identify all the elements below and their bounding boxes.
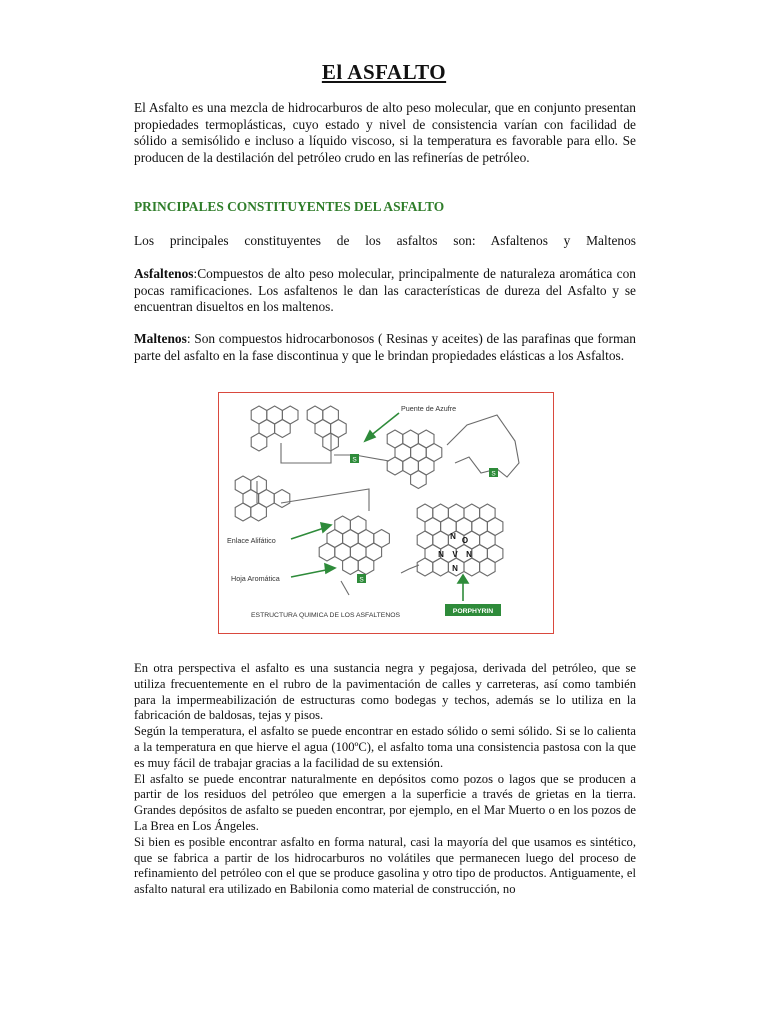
aromatic-ring bbox=[274, 490, 290, 508]
aromatic-ring bbox=[251, 433, 267, 451]
maltenos-term: Maltenos bbox=[134, 331, 187, 346]
document-title: El ASFALTO bbox=[321, 60, 447, 84]
porphyrin-label: PORPHYRIN bbox=[452, 608, 494, 615]
asfaltenos-text: :Compuestos de alto peso molecular, principalmente de naturaleza aromática con pocas ramificaciones. Los asfaltenos le dan las características de dureza del Asfalto y se encuentran disueltos en los maltenos. bbox=[134, 266, 636, 315]
body-text bbox=[134, 661, 636, 898]
aromatic-ring bbox=[251, 503, 267, 521]
label-sulfur-bridge: Puente de Azufre bbox=[401, 404, 457, 413]
aromatic-ring bbox=[387, 457, 403, 475]
aromatic-ring bbox=[464, 558, 480, 576]
section-heading: PRINCIPALES CONSTITUYENTES DEL ASFALTO bbox=[134, 199, 445, 214]
maltenos-text: : Son compuestos hidrocarbonosos ( Resinas y aceites) de las parafinas que forman parte del asfalto en la fase discontinua y que le brindan propiedades elásticas a los Asfaltos. bbox=[134, 331, 636, 363]
arrow-aliphatic-head bbox=[321, 523, 331, 532]
chain-to-center bbox=[281, 489, 369, 511]
aromatic-ring bbox=[411, 471, 427, 489]
aromatic-ring bbox=[275, 420, 291, 438]
chain-bridge bbox=[334, 455, 389, 461]
aromatic-ring bbox=[358, 557, 374, 575]
sulfur-label-2: S bbox=[491, 470, 496, 478]
aromatic-ring bbox=[433, 558, 449, 576]
arrow-porphyrin-head bbox=[458, 575, 468, 583]
arrow-bridge bbox=[369, 413, 399, 437]
paragraph-depositos: El asfalto se puede encontrar naturalmente en depósitos como pozos o lagos que se producen a partir de los residuos del petróleo que emergen a la superficie a través de grietas en la tierra. Grandes depósitos de asfalto se pueden encontrar, por ejemplo, en el Mar Muerto o en los pozos de La Brea en Los Ángeles. bbox=[134, 771, 636, 833]
asphaltene-structure-diagram bbox=[219, 393, 552, 632]
aromatic-ring bbox=[319, 543, 335, 561]
intro-paragraph: El Asfalto es una mezcla de hidrocarburos de alto peso molecular, que en conjunto presentan propiedades termoplásticas, cuyo estado y nivel de consistencia varían con facilidad de sólido a semisólido e incluso a líquido viscoso, si la temperatura es favorable para ello. Se producen de la destilación del petróleo crudo en las refinerías de petróleo. bbox=[134, 100, 636, 165]
figure-caption: ESTRUCTURA QUIMICA DE LOS ASFALTENOS bbox=[251, 612, 401, 619]
label-aliphatic-bond: Enlace Alifático bbox=[227, 536, 276, 545]
label-aromatic-sheet: Hoja Aromática bbox=[231, 574, 280, 583]
chain-center-right bbox=[401, 565, 419, 573]
maltenos-paragraph bbox=[134, 331, 636, 364]
asfaltenos-paragraph bbox=[134, 266, 636, 316]
paragraph-perspectiva: En otra perspectiva el asfalto es una sustancia negra y pegajosa, derivada del petróleo, que se utiliza frecuentemente en el rubro de la pavimentación de calles y carreteras, así como también para la impermeabilización de estructuras como bodegas y techos, además se lo utiliza en la fabricación de baldosas, tejas y pisos. bbox=[134, 661, 636, 723]
atom-n-right: N bbox=[466, 550, 472, 559]
aromatic-ring bbox=[343, 557, 359, 575]
chain-right-loop bbox=[447, 415, 519, 477]
asphaltene-structure-figure bbox=[218, 392, 554, 634]
atom-o: O bbox=[461, 536, 469, 545]
constituents-line: Los principales constituyentes de los asfaltos son: Asfaltenos y Maltenos bbox=[134, 233, 636, 248]
aromatic-ring bbox=[480, 558, 496, 576]
paragraph-temperatura: Según la temperatura, el asfalto se puede encontrar en estado sólido o semi sólido. Si se lo calienta a la temperatura en que hierve el agua (100ºC), el asfalto toma una consistencia pastosa con la que es muy fácil de trabajar gracias a la facilidad de su extensión. bbox=[134, 724, 636, 770]
aromatic-ring bbox=[235, 503, 251, 521]
sulfur-label-1: S bbox=[352, 456, 357, 464]
paragraph-sintetico: Si bien es posible encontrar asfalto en forma natural, casi la mayoría del que usamos es sintético, que se fabrica a partir de los hidrocarburos no volátiles que permanecen luego del proceso de refinamiento del petróleo con el que se produce gasolina y otro tipo de productos. Antiguamente, el asfalto natural era utilizado en Babilonia como material de construcción, no bbox=[134, 834, 636, 897]
atom-v: V bbox=[452, 550, 458, 559]
atom-n-bottom: N bbox=[452, 564, 458, 573]
atom-n-top: N bbox=[450, 532, 456, 541]
aromatic-ring bbox=[417, 558, 433, 576]
asfaltenos-term: Asfaltenos bbox=[134, 266, 194, 281]
atom-n-left: N bbox=[438, 550, 444, 559]
arrow-aromatic-head bbox=[325, 564, 335, 573]
sulfur-label-3: S bbox=[359, 576, 364, 584]
chain-lower-left bbox=[341, 581, 349, 595]
